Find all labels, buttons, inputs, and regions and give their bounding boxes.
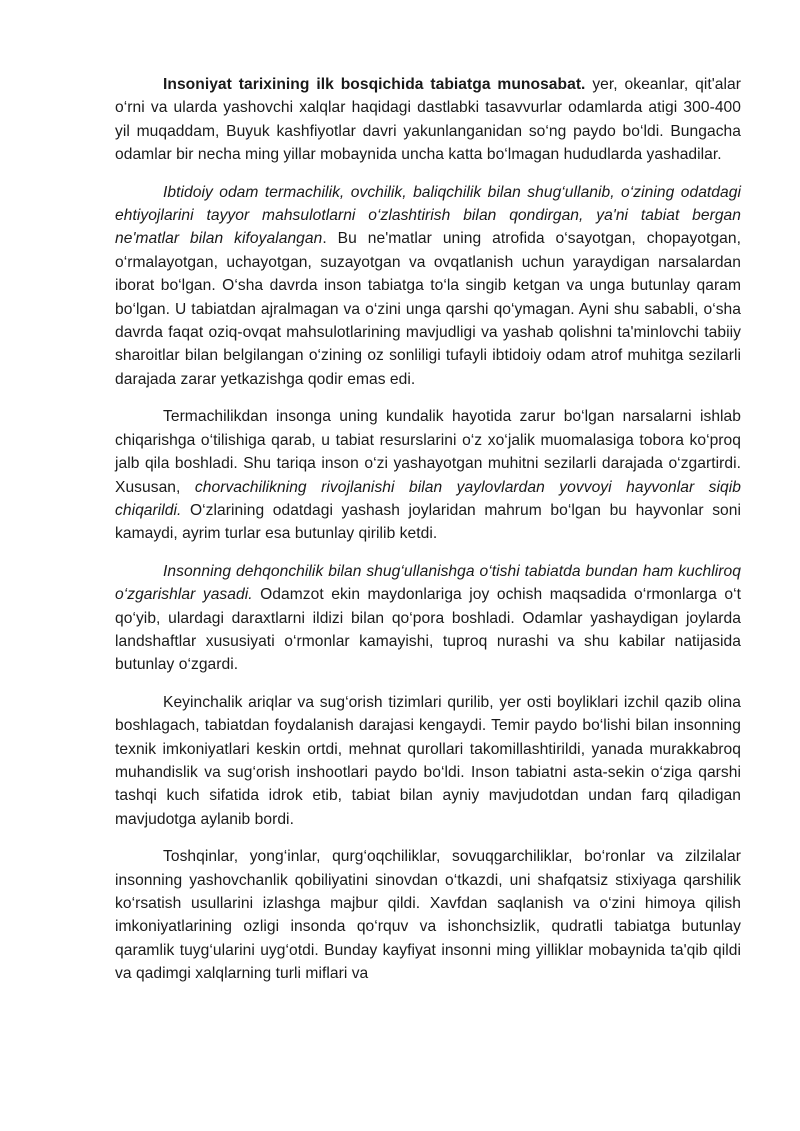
paragraph-3 <box>115 405 741 545</box>
italic-emphasis: chorvachilikning rivojlanishi bilan yaylovlardan yovvoyi hayvonlar siqib chiqarildi. <box>115 478 741 519</box>
paragraph-text: . Bu ne'matlar uning atrofida o‘sayotgan, chopayotgan, o‘rmalayotgan, uchayotgan, suzayotgan va ovqatlanish uchun yaraydigan narsalardan iborat bo‘lgan. O‘sha davrda inson tabiatga to‘la singib ketgan va unga butunlay qaram bo‘lgan. U tabiatdan ajralmagan va o‘zini unga qarshi qo‘ymagan. Ayni shu sababli, o‘sha davrda faqat oziq-ovqat mahsulotlarining mavjudligi va yashab qolishni ta'minlovchi tabiiy sharoitlar bilan belgilangan o‘zining oz sonliligi tufayli ibtidoiy odam atrof muhitga sezilarli darajada zarar yetkazishga qodir emas edi. <box>115 230 741 388</box>
paragraph-text: yer, okeanlar, qit'alar o‘rni va ularda yashovchi xalqlar haqidagi dastlabki tasavvurlar odamlarda atigi 300-400 yil muqaddam, Buyuk kashfiyotlar davri yakunlanganidan so‘ng paydo bo‘ldi. Bungacha odamlar bir necha ming yillar mobaynida uncha katta bo‘lmagan hududlarda yashadilar. <box>115 76 741 164</box>
paragraph-text: Odamzot ekin maydonlariga joy ochish maqsadida o‘rmonlarga o‘t qo‘yib, ulardagi daraxtlarni ildizi bilan qo‘pora boshladi. Odamlar yashaydigan joylarda landshaftlar xususiyati o‘rmonlar kamayishi, tuproq nurashi va shu kabilar natijasida butunlay o‘zgardi. <box>115 586 741 674</box>
paragraph-text: O‘zlarining odatdagi yashash joylaridan mahrum bo‘lgan bu hayvonlar soni kamaydi, ayrim turlar esa butunlay qirilib ketdi. <box>115 501 741 543</box>
italic-emphasis: Insonning dehqonchilik bilan shug‘ullanishga o‘tishi tabiatda bundan ham kuchliroq o‘zgarishlar yasadi. <box>115 562 741 604</box>
paragraph-text: Toshqinlar, yong‘inlar, qurg‘oqchiliklar, sovuqgarchiliklar, bo‘ronlar va zilzilalar insonning yashovchanlik qobiliyatini sinovdan o‘tkazdi, uni shafqatsiz stixiyaga qarshilik ko‘rsatish usullarini izlashga majbur qildi. Xavfdan saqlanish va o‘zini himoya qilish imkoniyatlarining ozligi insonda qo‘rquv va ishonchsizlik, qudratli tabiatga butunlay qaramlik tuyg‘ularini uyg‘otdi. Bunday kayfiyat insonni ming yilliklar mobaynida ta'qib qildi va qadimgi xalqlarning turli miflari va <box>115 848 741 983</box>
paragraph-5 <box>115 691 741 831</box>
paragraph-2 <box>115 181 741 392</box>
document-page <box>115 73 741 1000</box>
paragraph-text: Termachilikdan insonga uning kundalik hayotida zarur bo‘lgan narsalarni ishlab chiqarishga o‘tilishiga qarab, u tabiat resurslarini o‘z xo‘jalik muomalasiga tobora ko‘proq jalb qila boshladi. Shu tariqa inson o‘zi yashayotgan muhitni sezilarli darajada o‘zgartirdi. Xususan, <box>115 408 741 496</box>
paragraph-text: Keyinchalik ariqlar va sug‘orish tizimlari qurilib, yer osti boyliklari izchil qazib olina boshlagach, tabiatdan foydalanish darajasi kengaydi. Temir paydo bo‘lishi bilan insonning texnik imkoniyatlari keskin ortdi, mehnat qurollari takomillashtirildi, yanada murakkabroq muhandislik va sug‘orish inshootlari paydo bo‘ldi. Inson tabiatni asta-sekin o‘ziga qarshi tashqi kuch sifatida idrok etib, tabiat bilan ayniy mavjudotdan undan farq qiladigan mavjudotga aylanib bordi. <box>115 693 741 828</box>
paragraph-4 <box>115 560 741 677</box>
paragraph-1 <box>115 73 741 167</box>
paragraph-6 <box>115 845 741 985</box>
italic-emphasis: Ibtidoiy odam termachilik, ovchilik, baliqchilik bilan shug‘ullanib, o‘zining odatdagi ehtiyojlarini tayyor mahsulotlarni o‘zlashtirish bilan qondirgan, ya'ni tabiat bergan ne'matlar bilan kifoyalangan <box>115 183 741 248</box>
section-heading: Insoniyat tarixining ilk bosqichida tabiatga munosabat. <box>163 76 586 93</box>
